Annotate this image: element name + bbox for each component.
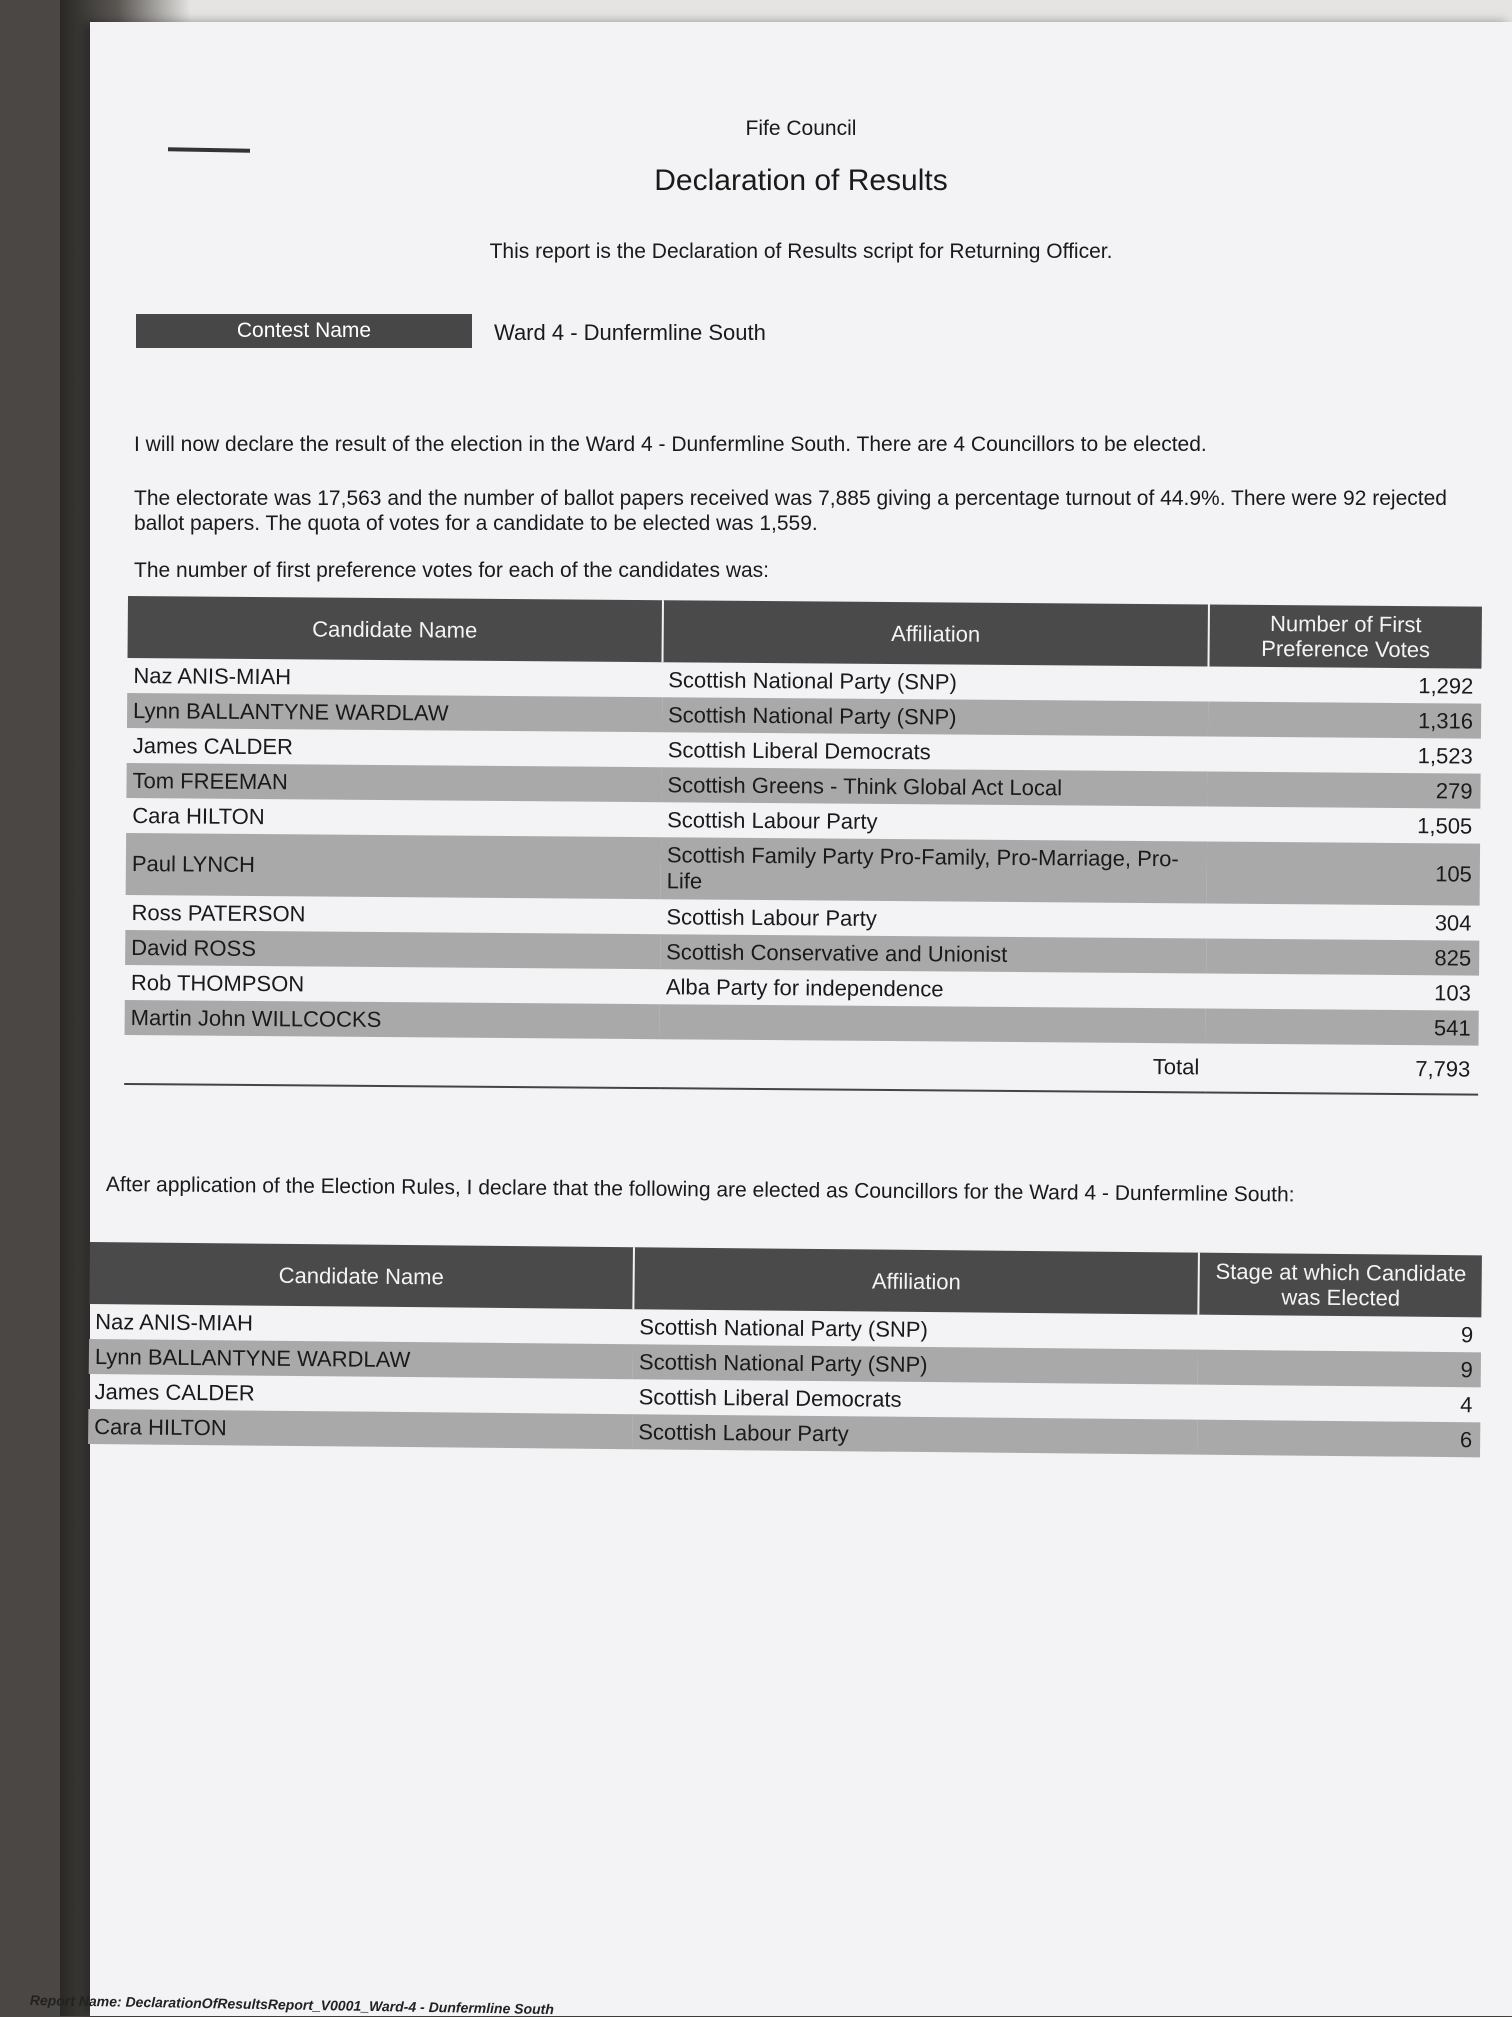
- candidate-name-cell: Martin John WILLCOCKS: [125, 1000, 660, 1039]
- votes-cell: 279: [1207, 771, 1480, 808]
- affiliation-cell: Alba Party for independence: [665, 973, 944, 1001]
- header-stage-elected: Stage at which Candidate was Elected: [1199, 1253, 1482, 1318]
- affiliation-cell: Scottish National Party (SNP): [668, 666, 957, 695]
- affiliation-cell: Scottish Labour Party: [666, 903, 877, 931]
- first-preference-intro: The number of first preference votes for each of the candidates was:: [134, 559, 770, 582]
- affiliation-cell: Scottish Family Party Pro-Family, Pro-Marriage, Pro-Life: [661, 837, 1208, 903]
- total-row: [124, 1035, 1478, 1095]
- candidate-name-cell: David ROSS: [125, 930, 660, 969]
- elected-intro: After application of the Election Rules, I declare that the following are elected as Councillors for the Ward 4 - Dunfermline South:: [105, 1173, 1295, 1207]
- affiliation-cell: Scottish Labour Party: [667, 806, 878, 834]
- header-first-preference-votes: Number of First Preference Votes: [1208, 604, 1482, 668]
- candidate-name-cell: Rob THOMPSON: [130, 969, 305, 996]
- candidate-name-cell: Lynn BALLANTYNE WARDLAW: [127, 693, 662, 732]
- votes-cell: 1,292: [1418, 672, 1474, 699]
- candidate-name-cell: Cara HILTON: [88, 1409, 632, 1449]
- stage-cell: 6: [1197, 1420, 1480, 1458]
- candidate-name-cell: Ross PATERSON: [131, 899, 306, 926]
- affiliation-cell: Scottish National Party (SNP): [662, 697, 1208, 736]
- affiliation-cell: [659, 1004, 1205, 1043]
- stage-cell: 9: [1460, 1321, 1474, 1347]
- affiliation-cell: Scottish Labour Party: [632, 1414, 1198, 1454]
- council-name: Fife Council: [745, 117, 857, 140]
- contest-name-value: Ward 4 - Dunfermline South: [494, 320, 766, 345]
- affiliation-cell: Scottish Conservative and Unionist: [660, 934, 1206, 973]
- page-title: Declaration of Results: [654, 164, 948, 197]
- affiliation-cell: Scottish Greens - Think Global Act Local: [661, 767, 1207, 806]
- declaration-paragraph: I will now declare the result of the election in the Ward 4 - Dunfermline South. There are 4 Councillors to be elected.: [134, 433, 1207, 456]
- affiliation-cell: Scottish Liberal Democrats: [667, 736, 931, 764]
- votes-cell: 1,523: [1417, 742, 1473, 769]
- intro-text: This report is the Declaration of Results script for Returning Officer.: [489, 240, 1113, 263]
- candidate-name-cell: Paul LYNCH: [126, 833, 661, 899]
- header-candidate-name: Candidate Name: [89, 1242, 634, 1309]
- votes-cell: 825: [1206, 938, 1479, 975]
- votes-cell: 1,505: [1417, 812, 1473, 839]
- candidate-name-cell: James CALDER: [132, 732, 294, 759]
- first-preference-table: [124, 596, 1482, 1096]
- document-page: [29, 22, 1512, 2017]
- candidate-name-cell: Tom FREEMAN: [126, 763, 661, 802]
- header-affiliation: Affiliation: [662, 600, 1209, 666]
- elected-table: [88, 1242, 1482, 1457]
- votes-cell: 304: [1434, 909, 1472, 936]
- votes-cell: 103: [1434, 979, 1472, 1006]
- total-value: 7,793: [1205, 1043, 1478, 1094]
- report-name-footer: Report Name: DeclarationOfResultsReport_V0001_Ward-4 - Dunfermline South: [29, 1992, 554, 2017]
- candidate-name-cell: James CALDER: [94, 1378, 255, 1406]
- votes-cell: 1,316: [1208, 701, 1481, 738]
- header-candidate-name: Candidate Name: [128, 596, 663, 662]
- total-label: Total: [659, 1039, 1205, 1092]
- affiliation-cell: Scottish National Party (SNP): [633, 1344, 1199, 1384]
- stage-cell: 9: [1198, 1350, 1481, 1388]
- pen-mark: [168, 147, 250, 152]
- candidate-name-cell: Naz ANIS-MIAH: [95, 1308, 254, 1336]
- total-spacer: [124, 1035, 659, 1088]
- affiliation-cell: Scottish National Party (SNP): [639, 1313, 928, 1342]
- header-affiliation: Affiliation: [634, 1247, 1200, 1314]
- stage-cell: 4: [1460, 1391, 1473, 1417]
- electorate-paragraph: The electorate was 17,563 and the number of ballot papers received was 7,885 giving a percentage turnout of 44.9%. There were 92 rejected ballot papers. The quota of votes for a candidate to be elected was 1,559.: [134, 487, 1447, 535]
- candidate-name-cell: Naz ANIS-MIAH: [133, 662, 292, 689]
- table-row: [126, 833, 1480, 906]
- affiliation-cell: Scottish Liberal Democrats: [638, 1383, 902, 1412]
- votes-cell: 541: [1205, 1008, 1478, 1045]
- candidate-name-cell: Cara HILTON: [132, 802, 265, 829]
- candidate-name-cell: Lynn BALLANTYNE WARDLAW: [89, 1339, 633, 1379]
- votes-cell: 105: [1207, 841, 1481, 905]
- contest-name-label: Contest Name: [136, 314, 472, 348]
